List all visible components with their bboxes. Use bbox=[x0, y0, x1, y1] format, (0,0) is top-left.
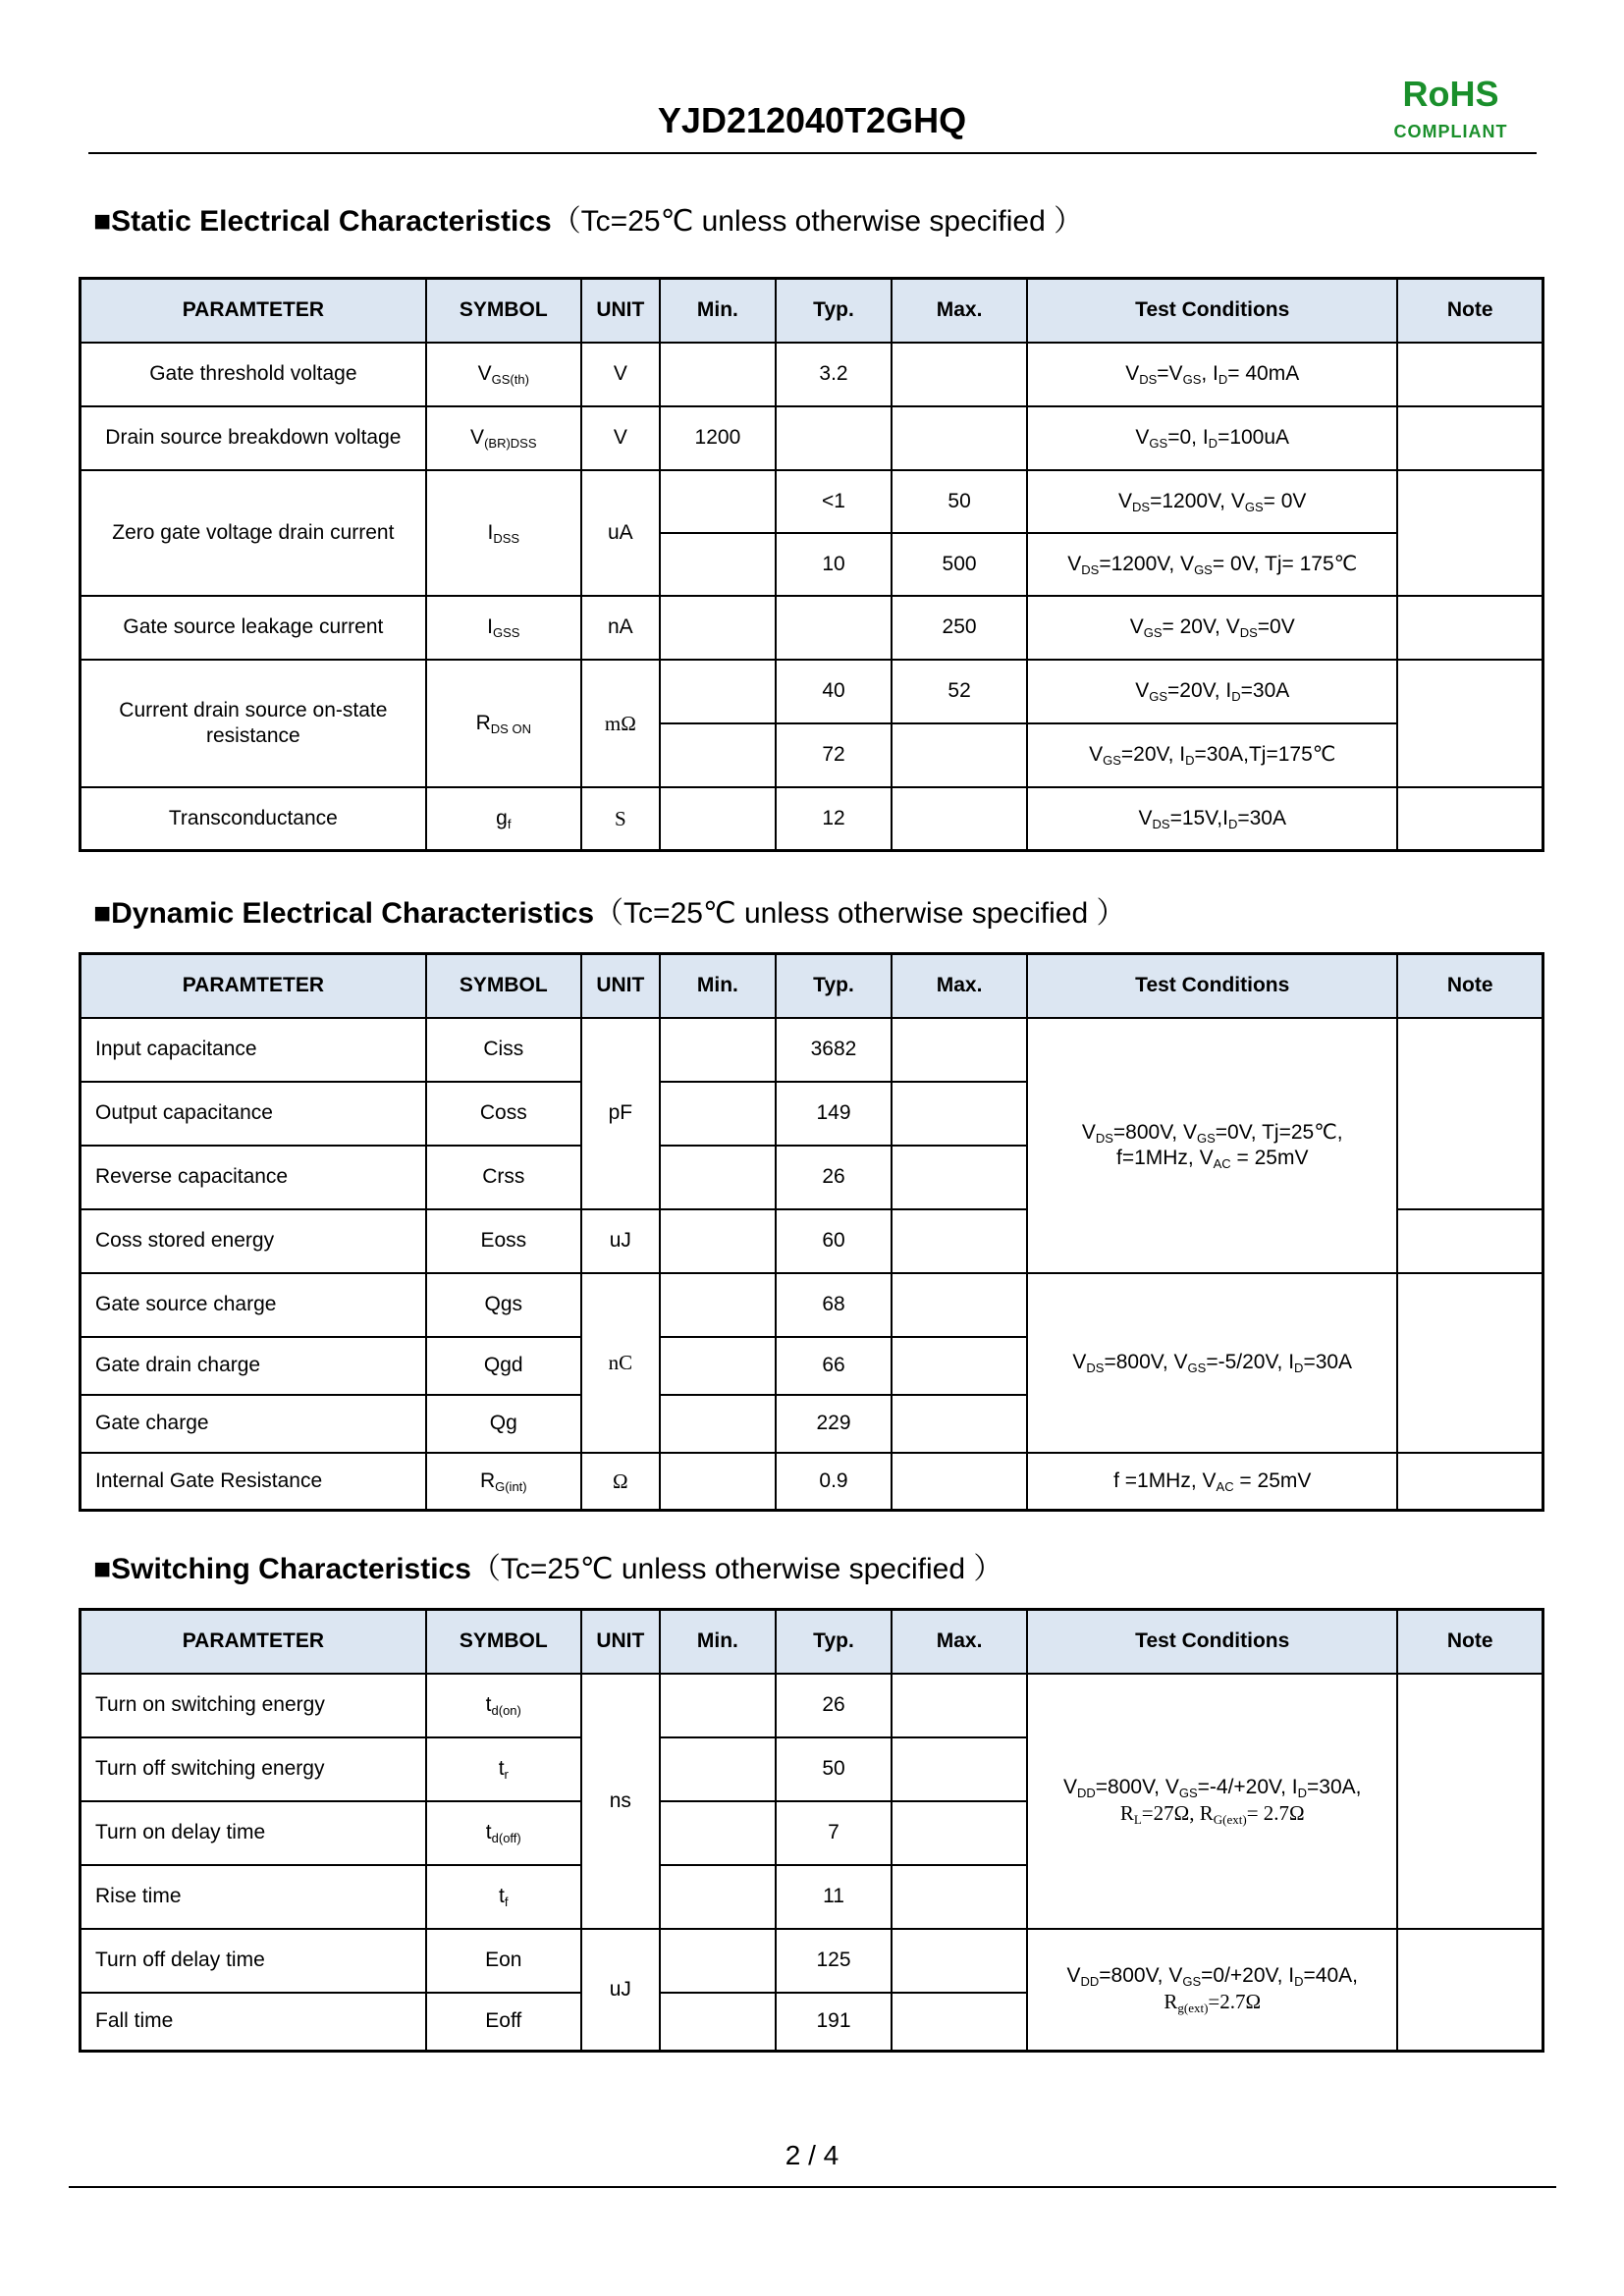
symbol-cell: Crss bbox=[426, 1146, 581, 1209]
typ-cell: 26 bbox=[776, 1674, 892, 1737]
condition-cell: f =1MHz, $V_{AC} = 25mV$ bbox=[1027, 1453, 1397, 1511]
unit-cell: uJ bbox=[581, 1929, 660, 2052]
param-cell: Coss stored energy bbox=[81, 1209, 426, 1273]
param-cell: Current drain source on-state resistance bbox=[81, 660, 426, 787]
param-cell: Reverse capacitance bbox=[81, 1146, 426, 1209]
col-typ: Typ. bbox=[776, 954, 892, 1018]
typ-cell: 60 bbox=[776, 1209, 892, 1273]
note-cell bbox=[1397, 1674, 1543, 1929]
rohs-mark: RoHS bbox=[1402, 74, 1499, 114]
note-cell bbox=[1397, 1453, 1543, 1511]
min-cell bbox=[660, 1337, 776, 1395]
param-cell: Gate drain charge bbox=[81, 1337, 426, 1395]
col-max: Max. bbox=[892, 954, 1027, 1018]
typ-cell: 149 bbox=[776, 1082, 892, 1146]
typ-cell: 66 bbox=[776, 1337, 892, 1395]
table-row bbox=[81, 660, 1543, 723]
table-row bbox=[81, 1018, 1543, 1082]
max-cell bbox=[892, 723, 1027, 787]
min-cell bbox=[660, 1273, 776, 1337]
symbol-cell: Qg bbox=[426, 1395, 581, 1453]
typ-cell: 191 bbox=[776, 1993, 892, 2052]
static-condition: （Tc=25℃ unless otherwise specified ） bbox=[551, 205, 1084, 238]
unit-cell: pF bbox=[581, 1018, 660, 1209]
max-cell bbox=[892, 1737, 1027, 1801]
min-cell bbox=[660, 1453, 776, 1511]
min-cell bbox=[660, 1737, 776, 1801]
max-cell bbox=[892, 1209, 1027, 1273]
col-max: Max. bbox=[892, 1610, 1027, 1674]
max-cell bbox=[892, 1273, 1027, 1337]
symbol-cell: Eoss bbox=[426, 1209, 581, 1273]
page-number: 2 / 4 bbox=[785, 2140, 839, 2170]
col-unit: UNIT bbox=[581, 1610, 660, 1674]
rohs-compliant: COMPLIANT bbox=[1393, 122, 1508, 141]
condition-cell: $V_{DS}=V_{GS}$, $I_D= 40mA$ bbox=[1027, 343, 1397, 406]
typ-cell: 72 bbox=[776, 723, 892, 787]
max-cell bbox=[892, 1146, 1027, 1209]
note-cell bbox=[1397, 343, 1543, 406]
dynamic-condition: （Tc=25℃ unless otherwise specified ） bbox=[594, 897, 1126, 930]
min-cell bbox=[660, 1209, 776, 1273]
symbol-cell: $I_{GSS}$ bbox=[426, 596, 581, 660]
col-parameter: PARAMTETER bbox=[81, 954, 426, 1018]
min-cell bbox=[660, 533, 776, 596]
min-cell bbox=[660, 1018, 776, 1082]
col-unit: UNIT bbox=[581, 954, 660, 1018]
symbol-cell: $t_{d(off)}$ bbox=[426, 1801, 581, 1865]
max-cell bbox=[892, 1018, 1027, 1082]
param-cell: Internal Gate Resistance bbox=[81, 1453, 426, 1511]
max-cell: 50 bbox=[892, 470, 1027, 533]
min-cell bbox=[660, 1993, 776, 2052]
min-cell bbox=[660, 787, 776, 851]
condition-cell: $V_{DS}=15V,I_D=30A$ bbox=[1027, 787, 1397, 851]
condition-cell: $V_{DD}=800V$, $V_{GS}=0/+20V$, $I_D=40A$, $R_{g(ext)}=2.7\Omega$ bbox=[1027, 1929, 1397, 2052]
condition-cell: $V_{DD}=800V$, $V_{GS}=-4/+20V$, $I_D=30A$, $R_L=27\Omega$, $R_{G(ext)}= 2.7\Omega$ bbox=[1027, 1674, 1397, 1929]
param-cell: Input capacitance bbox=[81, 1018, 426, 1082]
symbol-cell: Eon bbox=[426, 1929, 581, 1993]
typ-cell: 12 bbox=[776, 787, 892, 851]
max-cell bbox=[892, 343, 1027, 406]
typ-cell: 7 bbox=[776, 1801, 892, 1865]
typ-cell bbox=[776, 596, 892, 660]
col-min: Min. bbox=[660, 279, 776, 343]
col-min: Min. bbox=[660, 1610, 776, 1674]
min-cell bbox=[660, 1674, 776, 1737]
col-test-conditions: Test Conditions bbox=[1027, 954, 1397, 1018]
condition-cell: $V_{DS}=800V$, $V_{GS}=-5/20V$, $I_D=30A$ bbox=[1027, 1273, 1397, 1453]
condition-cell: $V_{DS}=800V$, $V_{GS}=0V$, Tj=25℃, f=1MHz, $V_{AC} = 25mV$ bbox=[1027, 1018, 1397, 1273]
symbol-cell: $t_r$ bbox=[426, 1737, 581, 1801]
switching-characteristics-table bbox=[79, 1608, 1544, 2053]
document-title: YJD212040T2GHQ bbox=[657, 100, 967, 140]
symbol-cell: $t_{d(on)}$ bbox=[426, 1674, 581, 1737]
param-cell: Turn off delay time bbox=[81, 1929, 426, 1993]
col-test-conditions: Test Conditions bbox=[1027, 279, 1397, 343]
header-rule bbox=[88, 152, 1537, 154]
typ-cell: 229 bbox=[776, 1395, 892, 1453]
symbol-cell: $V_{GS(th)}$ bbox=[426, 343, 581, 406]
unit-cell: mΩ bbox=[581, 660, 660, 787]
symbol-cell: $I_{DSS}$ bbox=[426, 470, 581, 596]
max-cell bbox=[892, 406, 1027, 470]
max-cell: 250 bbox=[892, 596, 1027, 660]
param-cell: Transconductance bbox=[81, 787, 426, 851]
typ-cell: 68 bbox=[776, 1273, 892, 1337]
note-cell bbox=[1397, 1929, 1543, 2052]
max-cell bbox=[892, 1993, 1027, 2052]
note-cell bbox=[1397, 470, 1543, 596]
param-cell: Gate threshold voltage bbox=[81, 343, 426, 406]
condition-cell: $V_{GS}=20V$, $I_D=30A$ bbox=[1027, 660, 1397, 723]
min-cell bbox=[660, 1801, 776, 1865]
unit-cell: uJ bbox=[581, 1209, 660, 1273]
table-header-row bbox=[81, 954, 1543, 1018]
max-cell bbox=[892, 1674, 1027, 1737]
typ-cell: 3682 bbox=[776, 1018, 892, 1082]
param-cell: Output capacitance bbox=[81, 1082, 426, 1146]
min-cell bbox=[660, 596, 776, 660]
min-cell bbox=[660, 660, 776, 723]
note-cell bbox=[1397, 596, 1543, 660]
typ-cell: 10 bbox=[776, 533, 892, 596]
max-cell bbox=[892, 1337, 1027, 1395]
max-cell bbox=[892, 1082, 1027, 1146]
typ-cell: 0.9 bbox=[776, 1453, 892, 1511]
max-cell: 500 bbox=[892, 533, 1027, 596]
note-cell bbox=[1397, 1273, 1543, 1453]
note-cell bbox=[1397, 406, 1543, 470]
switching-section-title bbox=[93, 1544, 1002, 1587]
symbol-cell: $V_{(BR)DSS}$ bbox=[426, 406, 581, 470]
min-cell bbox=[660, 470, 776, 533]
param-cell: Turn off switching energy bbox=[81, 1737, 426, 1801]
min-cell bbox=[660, 343, 776, 406]
max-cell bbox=[892, 1865, 1027, 1929]
param-cell: Gate charge bbox=[81, 1395, 426, 1453]
typ-cell: <1 bbox=[776, 470, 892, 533]
condition-cell: $V_{DS}=1200V$, $V_{GS}= 0V$ bbox=[1027, 470, 1397, 533]
col-symbol: SYMBOL bbox=[426, 954, 581, 1018]
table-row bbox=[81, 470, 1543, 533]
min-cell bbox=[660, 1865, 776, 1929]
max-cell bbox=[892, 1929, 1027, 1993]
col-typ: Typ. bbox=[776, 1610, 892, 1674]
col-typ: Typ. bbox=[776, 279, 892, 343]
col-min: Min. bbox=[660, 954, 776, 1018]
unit-cell: nA bbox=[581, 596, 660, 660]
symbol-cell: $R_{DS ON}$ bbox=[426, 660, 581, 787]
typ-cell: 3.2 bbox=[776, 343, 892, 406]
col-parameter: PARAMTETER bbox=[81, 279, 426, 343]
table-header-row bbox=[81, 1610, 1543, 1674]
dynamic-section-title bbox=[93, 888, 1125, 932]
switching-condition: （Tc=25℃ unless otherwise specified ） bbox=[470, 1553, 1003, 1585]
rohs-logo bbox=[1375, 75, 1527, 142]
col-symbol: SYMBOL bbox=[426, 279, 581, 343]
unit-cell: Ω bbox=[581, 1453, 660, 1511]
table-header-row bbox=[81, 279, 1543, 343]
table-row bbox=[81, 787, 1543, 851]
note-cell bbox=[1397, 787, 1543, 851]
switching-heading: ■Switching Characteristics bbox=[93, 1553, 471, 1585]
min-cell bbox=[660, 1082, 776, 1146]
symbol-cell: Eoff bbox=[426, 1993, 581, 2052]
col-note: Note bbox=[1397, 1610, 1543, 1674]
unit-cell: ns bbox=[581, 1674, 660, 1929]
max-cell bbox=[892, 1395, 1027, 1453]
param-cell: Gate source leakage current bbox=[81, 596, 426, 660]
max-cell bbox=[892, 1801, 1027, 1865]
col-test-conditions: Test Conditions bbox=[1027, 1610, 1397, 1674]
typ-cell: 40 bbox=[776, 660, 892, 723]
dynamic-characteristics-table bbox=[79, 952, 1544, 1512]
unit-cell: nC bbox=[581, 1273, 660, 1453]
min-cell: 1200 bbox=[660, 406, 776, 470]
max-cell: 52 bbox=[892, 660, 1027, 723]
condition-cell: $V_{DS}=1200V$, $V_{GS}= 0V$, Tj= 175℃ bbox=[1027, 533, 1397, 596]
typ-cell: 50 bbox=[776, 1737, 892, 1801]
static-characteristics-table bbox=[79, 277, 1544, 852]
typ-cell: 26 bbox=[776, 1146, 892, 1209]
symbol-cell: $t_f$ bbox=[426, 1865, 581, 1929]
unit-cell: S bbox=[581, 787, 660, 851]
table-row bbox=[81, 343, 1543, 406]
condition-cell: $V_{GS}=20V$, $I_D=30A,Tj=175℃$ bbox=[1027, 723, 1397, 787]
table-row bbox=[81, 406, 1543, 470]
static-section-title bbox=[93, 196, 1083, 240]
unit-cell: uA bbox=[581, 470, 660, 596]
condition-cell: $V_{GS}= 20V$, $V_{DS}=0V$ bbox=[1027, 596, 1397, 660]
param-cell: Gate source charge bbox=[81, 1273, 426, 1337]
param-cell: Fall time bbox=[81, 1993, 426, 2052]
typ-cell: 11 bbox=[776, 1865, 892, 1929]
typ-cell bbox=[776, 406, 892, 470]
note-cell bbox=[1397, 1209, 1543, 1273]
col-note: Note bbox=[1397, 279, 1543, 343]
min-cell bbox=[660, 1395, 776, 1453]
param-cell: Rise time bbox=[81, 1865, 426, 1929]
max-cell bbox=[892, 787, 1027, 851]
footer-rule bbox=[69, 2186, 1556, 2188]
table-row bbox=[81, 1273, 1543, 1337]
min-cell bbox=[660, 723, 776, 787]
table-row bbox=[81, 1674, 1543, 1737]
symbol-cell: Qgs bbox=[426, 1273, 581, 1337]
symbol-cell: Qgd bbox=[426, 1337, 581, 1395]
unit-cell: V bbox=[581, 343, 660, 406]
static-heading: ■Static Electrical Characteristics bbox=[93, 205, 552, 238]
col-max: Max. bbox=[892, 279, 1027, 343]
dynamic-heading: ■Dynamic Electrical Characteristics bbox=[93, 897, 595, 930]
table-row bbox=[81, 596, 1543, 660]
param-cell: Zero gate voltage drain current bbox=[81, 470, 426, 596]
min-cell bbox=[660, 1929, 776, 1993]
symbol-cell: Ciss bbox=[426, 1018, 581, 1082]
condition-cell: $V_{GS}=0$, $I_D=100uA$ bbox=[1027, 406, 1397, 470]
symbol-cell: Coss bbox=[426, 1082, 581, 1146]
col-unit: UNIT bbox=[581, 279, 660, 343]
param-cell: Turn on switching energy bbox=[81, 1674, 426, 1737]
symbol-cell: $R_{G(int)}$ bbox=[426, 1453, 581, 1511]
unit-cell: V bbox=[581, 406, 660, 470]
param-cell: Turn on delay time bbox=[81, 1801, 426, 1865]
min-cell bbox=[660, 1146, 776, 1209]
col-symbol: SYMBOL bbox=[426, 1610, 581, 1674]
max-cell bbox=[892, 1453, 1027, 1511]
col-note: Note bbox=[1397, 954, 1543, 1018]
symbol-cell: $g_f$ bbox=[426, 787, 581, 851]
note-cell bbox=[1397, 660, 1543, 787]
note-cell bbox=[1397, 1018, 1543, 1209]
col-parameter: PARAMTETER bbox=[81, 1610, 426, 1674]
typ-cell: 125 bbox=[776, 1929, 892, 1993]
param-cell: Drain source breakdown voltage bbox=[81, 406, 426, 470]
table-row bbox=[81, 1453, 1543, 1511]
table-row bbox=[81, 1929, 1543, 1993]
